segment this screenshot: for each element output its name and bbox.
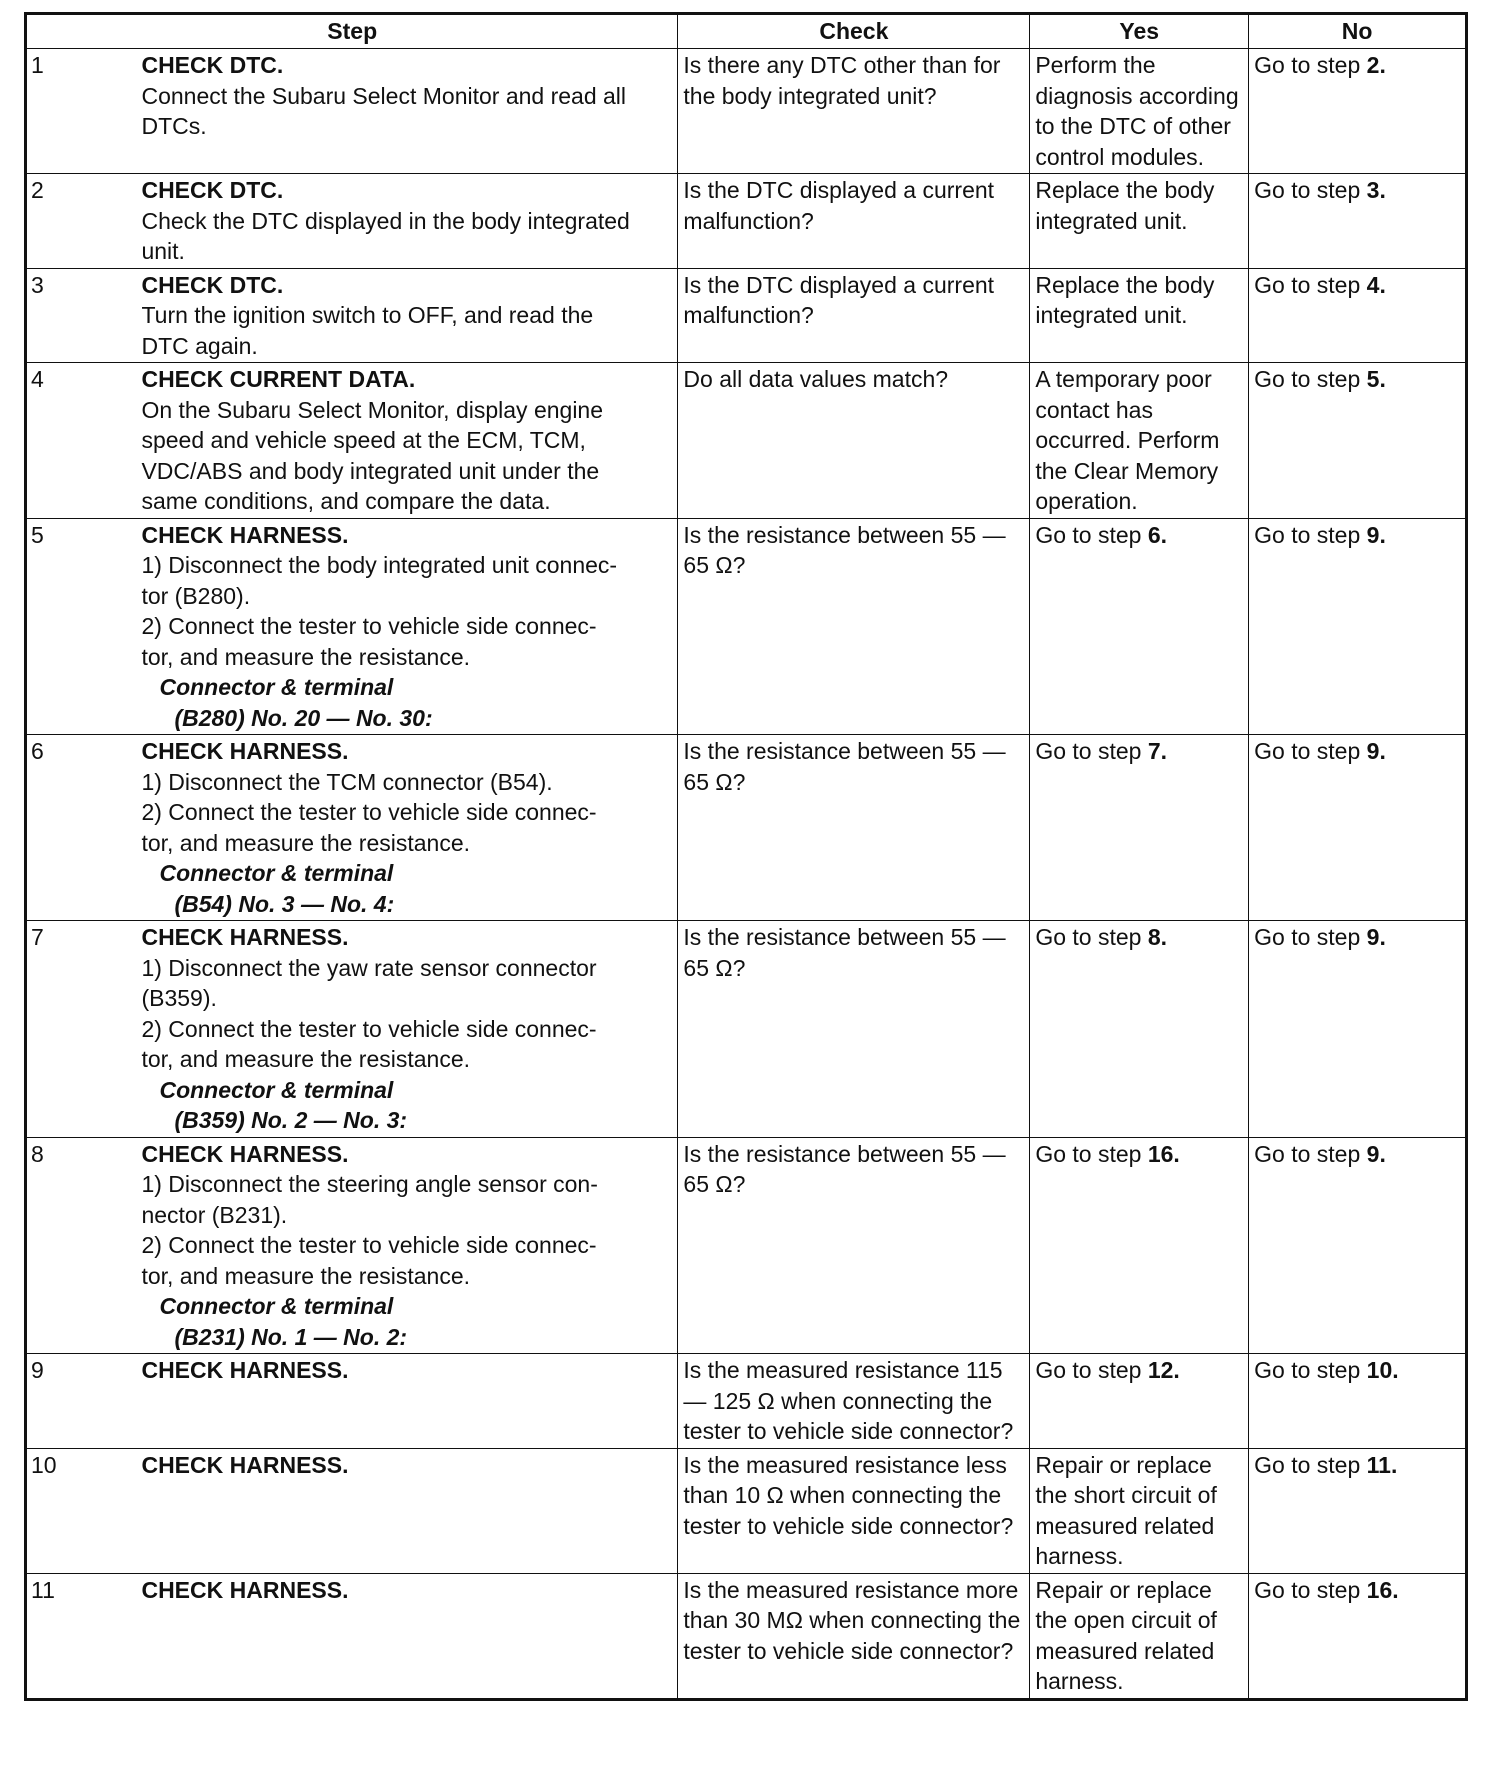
document-page bbox=[24, 12, 1468, 1701]
step-instruction-line: speed and vehicle speed at the ECM, TCM, bbox=[141, 427, 586, 453]
table-row bbox=[26, 49, 1467, 174]
no-action bbox=[1249, 1573, 1467, 1699]
no-step-link: 4. bbox=[1366, 271, 1386, 298]
check-question: Is there any DTC other than for the body integrated unit? bbox=[678, 49, 1030, 174]
yes-action-text: Go to step bbox=[1035, 738, 1142, 764]
no-action bbox=[1249, 363, 1467, 519]
step-description bbox=[141, 174, 677, 269]
step-title: CHECK HARNESS. bbox=[141, 1357, 349, 1383]
step-instruction-line: unit. bbox=[141, 238, 185, 264]
step-instruction-line: tor, and measure the resistance. bbox=[141, 1262, 471, 1289]
no-step-link: 2. bbox=[1366, 52, 1386, 78]
connector-terminal-label: Connector & terminal bbox=[159, 1293, 394, 1319]
connector-terminal-label: Connector & terminal bbox=[159, 674, 394, 700]
step-title: CHECK HARNESS. bbox=[141, 1140, 349, 1167]
step-instruction-line: tor, and measure the resistance. bbox=[141, 1046, 471, 1072]
yes-action-text: Go to step bbox=[1035, 924, 1142, 950]
step-instruction-line: (B359). bbox=[141, 985, 217, 1011]
step-instruction-line: 1) Disconnect the steering angle sensor con- bbox=[141, 1171, 598, 1197]
yes-action bbox=[1030, 518, 1249, 735]
step-title: CHECK CURRENT DATA. bbox=[141, 366, 416, 392]
no-action bbox=[1249, 735, 1467, 921]
check-question: Is the resistance between 55 — 65 Ω? bbox=[678, 735, 1030, 921]
step-instruction-line: Turn the ignition switch to OFF, and read the bbox=[141, 302, 594, 328]
no-action bbox=[1249, 174, 1467, 269]
diagnostic-table bbox=[24, 12, 1468, 1701]
step-description bbox=[141, 49, 677, 174]
yes-step-link: 7. bbox=[1147, 738, 1168, 764]
step-number: 7 bbox=[26, 921, 142, 1138]
no-step-link: 11. bbox=[1366, 1451, 1398, 1478]
yes-action-text: Go to step bbox=[1035, 1357, 1142, 1383]
no-step-link: 5. bbox=[1366, 366, 1386, 392]
step-instruction-line: 2) Connect the tester to vehicle side connec- bbox=[141, 1232, 597, 1258]
step-description bbox=[141, 735, 677, 921]
yes-action-text: Replace the body integrated unit. bbox=[1035, 271, 1215, 328]
yes-action-text: Perform the diagnosis according to the DTC of other control modules. bbox=[1035, 52, 1239, 170]
header-yes: Yes bbox=[1030, 14, 1249, 49]
connector-terminal-detail: (B280) No. 20 — No. 30: bbox=[174, 704, 433, 731]
yes-action-text: Repair or replace the open circuit of measured related harness. bbox=[1035, 1576, 1217, 1694]
step-title: CHECK HARNESS. bbox=[141, 521, 349, 548]
step-number: 10 bbox=[26, 1448, 142, 1573]
step-number: 9 bbox=[26, 1354, 142, 1449]
step-instruction-line: same conditions, and compare the data. bbox=[141, 488, 551, 514]
yes-action bbox=[1030, 174, 1249, 269]
step-instruction-line: tor, and measure the resistance. bbox=[141, 829, 471, 856]
table-row bbox=[26, 1573, 1467, 1699]
step-instruction-line: 1) Disconnect the yaw rate sensor connector bbox=[141, 954, 597, 981]
step-title: CHECK HARNESS. bbox=[141, 1451, 349, 1478]
yes-action bbox=[1030, 1137, 1249, 1354]
yes-action bbox=[1030, 1354, 1249, 1449]
header-step: Step bbox=[26, 14, 678, 49]
yes-action-text: A temporary poor contact has occurred. Perform the Clear Memory operation. bbox=[1035, 366, 1220, 514]
no-action-text: Go to step bbox=[1254, 1357, 1361, 1383]
step-instruction-line: 2) Connect the tester to vehicle side connec- bbox=[141, 1015, 597, 1042]
yes-action bbox=[1030, 363, 1249, 519]
step-description bbox=[141, 1448, 677, 1573]
table-row bbox=[26, 363, 1467, 519]
step-number: 6 bbox=[26, 735, 142, 921]
yes-action bbox=[1030, 1448, 1249, 1573]
step-number: 3 bbox=[26, 268, 142, 363]
no-step-link: 9. bbox=[1366, 924, 1386, 950]
header-check: Check bbox=[678, 14, 1030, 49]
step-title: CHECK HARNESS. bbox=[141, 738, 349, 764]
no-action bbox=[1249, 1137, 1467, 1354]
table-body bbox=[26, 49, 1467, 1700]
no-action-text: Go to step bbox=[1254, 271, 1361, 298]
step-instruction-line: 2) Connect the tester to vehicle side connec- bbox=[141, 613, 597, 639]
table-row bbox=[26, 1137, 1467, 1354]
no-action-text: Go to step bbox=[1254, 52, 1361, 78]
no-action-text: Go to step bbox=[1254, 521, 1361, 548]
step-instruction-line: Connect the Subaru Select Monitor and read all bbox=[141, 82, 627, 109]
step-title: CHECK DTC. bbox=[141, 177, 284, 203]
table-row bbox=[26, 1354, 1467, 1449]
no-step-link: 16. bbox=[1366, 1576, 1399, 1603]
step-number: 11 bbox=[26, 1573, 142, 1699]
yes-step-link: 16. bbox=[1147, 1140, 1180, 1167]
no-action bbox=[1249, 921, 1467, 1138]
table-row bbox=[26, 921, 1467, 1138]
yes-action bbox=[1030, 268, 1249, 363]
step-instruction-line: 1) Disconnect the TCM connector (B54). bbox=[141, 768, 553, 795]
yes-action bbox=[1030, 49, 1249, 174]
no-action bbox=[1249, 268, 1467, 363]
connector-terminal-detail: (B359) No. 2 — No. 3: bbox=[174, 1107, 408, 1133]
check-question: Is the DTC displayed a current malfunction? bbox=[678, 174, 1030, 269]
connector-terminal-label: Connector & terminal bbox=[159, 1076, 394, 1103]
step-description bbox=[141, 363, 677, 519]
table-row bbox=[26, 174, 1467, 269]
no-action-text: Go to step bbox=[1254, 924, 1361, 950]
connector-terminal-label: Connector & terminal bbox=[159, 860, 394, 886]
step-instruction-line: nector (B231). bbox=[141, 1201, 288, 1228]
step-instruction-line: 2) Connect the tester to vehicle side connec- bbox=[141, 799, 597, 825]
check-question: Do all data values match? bbox=[678, 363, 1030, 519]
step-number: 5 bbox=[26, 518, 142, 735]
table-row bbox=[26, 1448, 1467, 1573]
step-instruction-line: Check the DTC displayed in the body integrated bbox=[141, 207, 630, 234]
table-row bbox=[26, 735, 1467, 921]
step-number: 1 bbox=[26, 49, 142, 174]
yes-step-link: 8. bbox=[1147, 924, 1168, 950]
connector-terminal-detail: (B54) No. 3 — No. 4: bbox=[174, 890, 395, 917]
check-question: Is the measured resistance less than 10 Ω when connecting the tester to vehicle side connector? bbox=[678, 1448, 1030, 1573]
step-title: CHECK HARNESS. bbox=[141, 924, 349, 950]
yes-step-link: 12. bbox=[1147, 1357, 1180, 1383]
no-step-link: 9. bbox=[1366, 738, 1386, 764]
step-instruction-line: On the Subaru Select Monitor, display engine bbox=[141, 396, 604, 423]
no-step-link: 10. bbox=[1366, 1357, 1399, 1383]
yes-action-text: Replace the body integrated unit. bbox=[1035, 177, 1215, 234]
yes-action bbox=[1030, 1573, 1249, 1699]
yes-step-link: 6. bbox=[1147, 521, 1168, 548]
step-instruction-line: DTCs. bbox=[141, 113, 207, 139]
check-question: Is the resistance between 55 — 65 Ω? bbox=[678, 518, 1030, 735]
no-action-text: Go to step bbox=[1254, 1140, 1361, 1167]
step-number: 2 bbox=[26, 174, 142, 269]
step-number: 8 bbox=[26, 1137, 142, 1354]
step-description bbox=[141, 1573, 677, 1699]
step-instruction-line: 1) Disconnect the body integrated unit connec- bbox=[141, 552, 618, 578]
no-action-text: Go to step bbox=[1254, 177, 1361, 203]
no-action-text: Go to step bbox=[1254, 738, 1361, 764]
check-question: Is the resistance between 55 — 65 Ω? bbox=[678, 1137, 1030, 1354]
header-no: No bbox=[1249, 14, 1467, 49]
step-title: CHECK DTC. bbox=[141, 271, 284, 298]
no-action-text: Go to step bbox=[1254, 1451, 1361, 1478]
table-row bbox=[26, 268, 1467, 363]
yes-action-text: Go to step bbox=[1035, 1140, 1142, 1167]
step-description bbox=[141, 268, 677, 363]
step-description bbox=[141, 1137, 677, 1354]
step-description bbox=[141, 1354, 677, 1449]
check-question: Is the DTC displayed a current malfunction? bbox=[678, 268, 1030, 363]
step-instruction-line: tor (B280). bbox=[141, 582, 251, 609]
step-number: 4 bbox=[26, 363, 142, 519]
no-step-link: 9. bbox=[1366, 1140, 1386, 1167]
yes-action bbox=[1030, 735, 1249, 921]
check-question: Is the resistance between 55 — 65 Ω? bbox=[678, 921, 1030, 1138]
no-action bbox=[1249, 518, 1467, 735]
no-action-text: Go to step bbox=[1254, 366, 1361, 392]
yes-action-text: Repair or replace the short circuit of measured related harness. bbox=[1035, 1451, 1217, 1569]
step-instruction-line: VDC/ABS and body integrated unit under the bbox=[141, 457, 600, 484]
step-description bbox=[141, 518, 677, 735]
no-step-link: 3. bbox=[1366, 177, 1386, 203]
yes-action bbox=[1030, 921, 1249, 1138]
check-question: Is the measured resistance more than 30 MΩ when connecting the tester to vehicle side connector? bbox=[678, 1573, 1030, 1699]
table-row bbox=[26, 518, 1467, 735]
step-description bbox=[141, 921, 677, 1138]
no-step-link: 9. bbox=[1366, 521, 1386, 548]
step-title: CHECK HARNESS. bbox=[141, 1576, 349, 1603]
connector-terminal-detail: (B231) No. 1 — No. 2: bbox=[174, 1323, 408, 1350]
no-action bbox=[1249, 1448, 1467, 1573]
step-instruction-line: DTC again. bbox=[141, 332, 258, 359]
step-instruction-line: tor, and measure the resistance. bbox=[141, 643, 471, 670]
check-question: Is the measured resistance 115 — 125 Ω when connecting the tester to vehicle side connector? bbox=[678, 1354, 1030, 1449]
no-action bbox=[1249, 1354, 1467, 1449]
header-row bbox=[26, 14, 1467, 49]
step-title: CHECK DTC. bbox=[141, 52, 284, 78]
no-action bbox=[1249, 49, 1467, 174]
no-action-text: Go to step bbox=[1254, 1576, 1361, 1603]
yes-action-text: Go to step bbox=[1035, 521, 1142, 548]
